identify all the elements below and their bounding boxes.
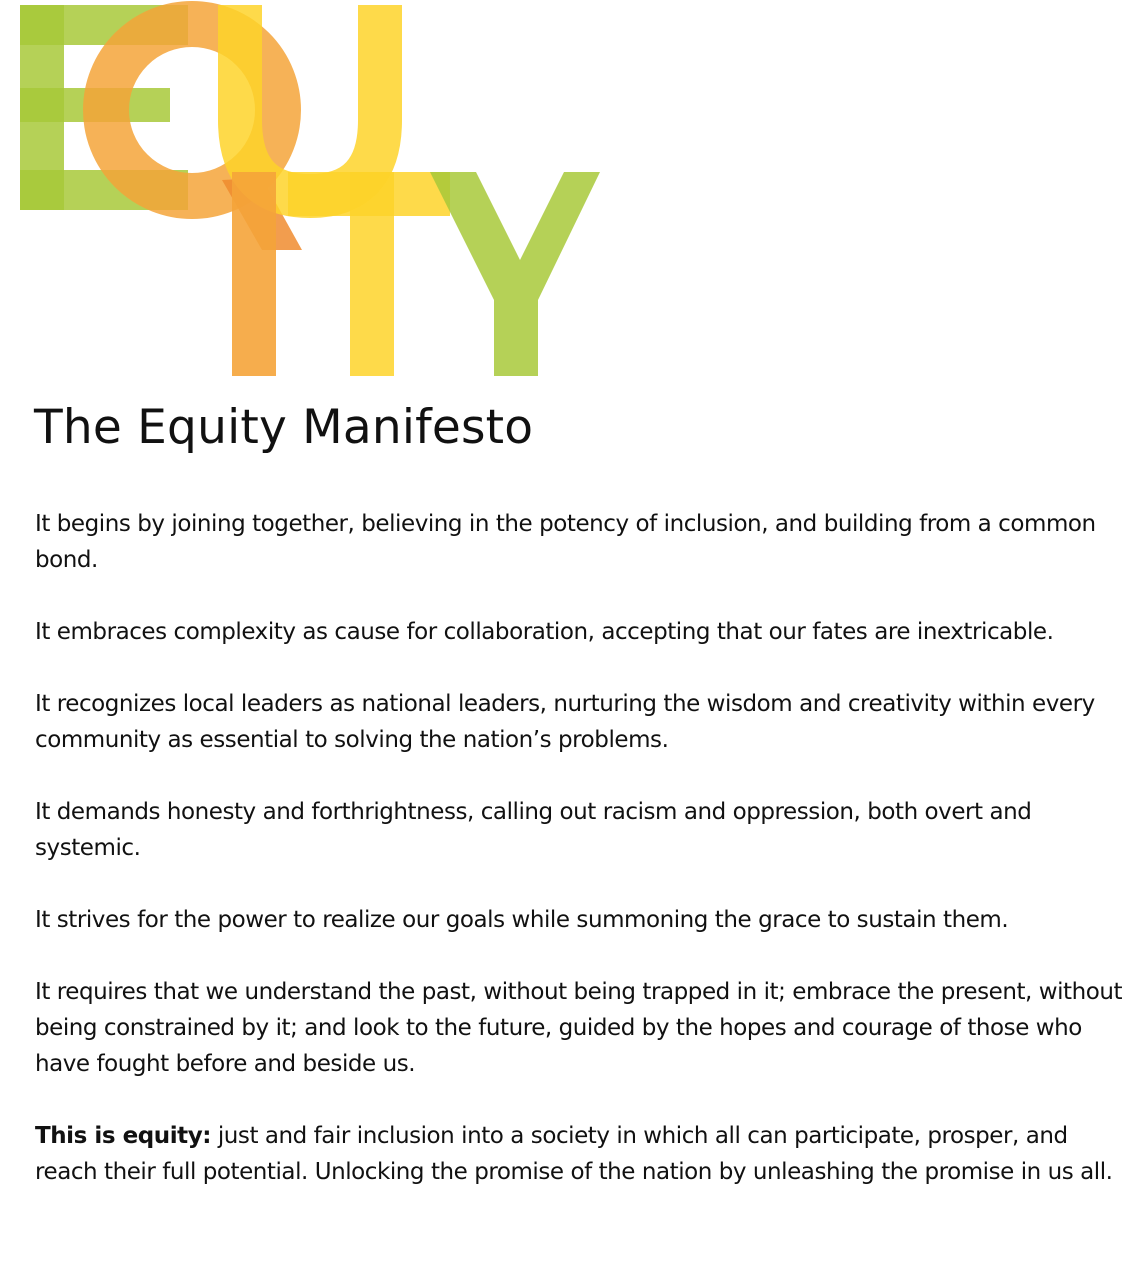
equity-definition-text: just and fair inclusion into a society in which all can participate, prosper, and reach their full potential. Unlocking the promise of the nation by unleashing the promise in us all. xyxy=(35,1123,1113,1185)
manifesto-paragraph: It strives for the power to realize our goals while summoning the grace to sustain them. xyxy=(35,907,1009,933)
logo-letter-u xyxy=(240,5,380,196)
logo-letter-i xyxy=(232,172,276,376)
manifesto-paragraph: It recognizes local leaders as national leaders, nurturing the wisdom and creativity within every community as essential to solving the nation’s problems. xyxy=(35,691,1095,753)
page-title: The Equity Manifesto xyxy=(34,400,534,455)
equity-definition xyxy=(35,1118,1125,1190)
manifesto-paragraph: It requires that we understand the past, without being trapped in it; embrace the present, without being constrained by it; and look to the future, guided by the hopes and courage of those who have fought before and beside us. xyxy=(35,979,1123,1077)
equity-definition-lead: This is equity: xyxy=(35,1123,211,1149)
manifesto-paragraph: It begins by joining together, believing in the potency of inclusion, and building from a common bond. xyxy=(35,511,1096,573)
logo-letter-t xyxy=(288,172,450,376)
manifesto-paragraph: It embraces complexity as cause for collaboration, accepting that our fates are inextricable. xyxy=(35,619,1054,645)
manifesto-body xyxy=(35,506,1125,1190)
logo-letter-y xyxy=(430,172,600,376)
equity-logo xyxy=(0,0,620,380)
equity-logo-graphic xyxy=(0,0,620,380)
manifesto-paragraph: It demands honesty and forthrightness, calling out racism and oppression, both overt and systemic. xyxy=(35,799,1032,861)
